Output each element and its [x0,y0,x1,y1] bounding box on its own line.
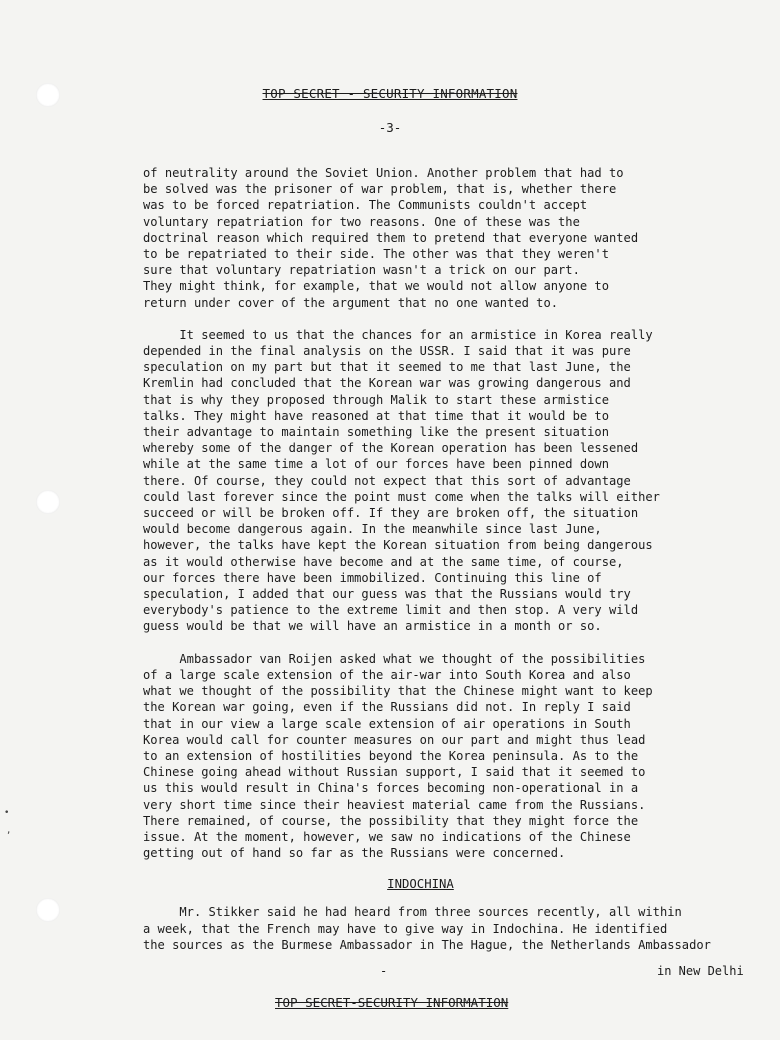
section-heading [143,877,743,891]
classification-footer [275,995,508,1010]
paragraph-indochina: Mr. Stikker said he had heard from three sources recently, all within a week, that the French may have to give way in Indochina. He identified the sources as the Burmese Ambassador in The Hague, the Netherlands Ambassador [143,905,711,952]
document-body [143,165,743,953]
page-dash: - [380,964,388,978]
margin-mark: • [4,808,10,818]
page-number: -3- [378,120,402,135]
punch-hole-bottom [36,898,60,922]
continuation-text: in New Delhi [657,964,744,978]
classification-footer-text: TOP SECRET-SECURITY INFORMATION [275,995,509,1010]
margin-mark-2: , [6,826,12,836]
classification-header-text: TOP SECRET - SECURITY INFORMATION [262,86,518,101]
paragraph-1: of neutrality around the Soviet Union. Another problem that had to be solved was the prisoner of war problem, that is, whether there was to be forced repatriation. The Communists couldn't accept voluntary repatriation for two reasons. One of these was the doctrinal reason which required them to pretend that everyone wanted to be repatriated to their side. The other was that they weren't sure that voluntary repatriation wasn't a trick on our part. They might think, for example, that we would not allow anyone to return under cover of the argument that no one wanted to. [143,166,639,310]
classification-header [0,86,780,101]
punch-hole-middle [36,490,60,514]
section-heading-text: INDOCHINA [387,877,454,892]
paragraph-3: Ambassador van Roijen asked what we thought of the possibilities of a large scale extension of the air-war into South Korea and also what we thought of the possibility that the Chinese might want to keep the Korean war going, even if the Russians did not. In reply I said that in our view a large scale extension of air operations in South Korea would call for counter measures on our part and might thus lead to an extension of hostilities beyond the Korea peninsula. As to the Chinese going ahead without Russian support, I said that it seemed to us this would result in China's forces becoming non-operational in a very short time since their heaviest material came from the Russians. There remained, of course, the possibility that they might force the issue. At the moment, however, we saw no indications of the Chinese getting out of hand so far as the Russians were concerned. [143,651,653,861]
paragraph-2: It seemed to us that the chances for an armistice in Korea really depended in the final analysis on the USSR. I said that it was pure speculation on my part but that it seemed to me that last June, the Kremlin had concluded that the Korean war was growing dangerous and that is why they proposed through Malik to start these armistice talks. They might have reasoned at that time that it would be to their advantage to maintain something like the present situation whereby some of the danger of the Korean operation has been lessened while at the same time a lot of our forces have been pinned down there. Of course, they could not expect that this sort of advantage could last forever since the point must come when the talks will either succeed or will be broken off. If they are broken off, the situation would become dangerous again. In the meanwhile since last June, however, the talks have kept the Korean situation from being dangerous as it would otherwise have become and at the same time, of course, our forces there have been immobilized. Continuing this line of speculation, I added that our guess was that the Russians would try everybody's patience to the extreme limit and then stop. A very wild guess would be that we will have an armistice in a month or so. [143,327,660,634]
